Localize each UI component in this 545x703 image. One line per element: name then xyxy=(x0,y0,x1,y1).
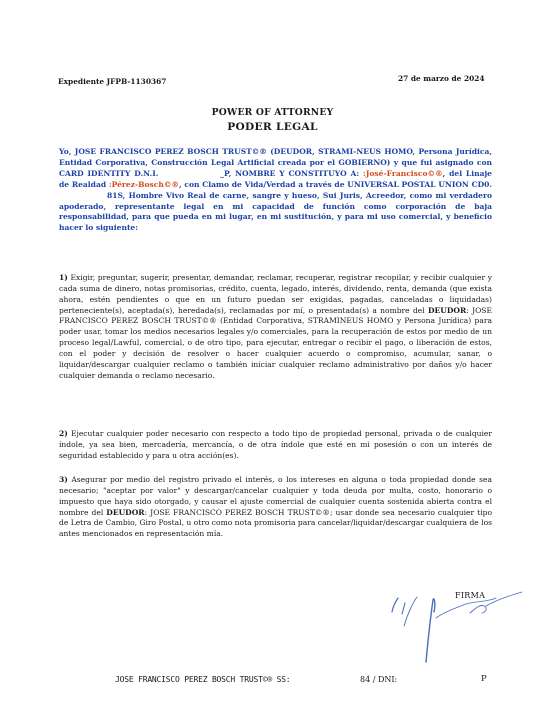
deudor-label: DEUDOR xyxy=(106,507,145,517)
document-date: 27 de marzo de 2024 xyxy=(398,74,485,83)
clause-text: Asegurar por medio del registro privado el interés, o los intereses en alguna o toda propiedad donde sea necesario; "aceptar por valor" y descargar/cancelar cualquier y toda deuda por multa, costo, honorario o impuesto que haya sido otorgado, y causar el ajuste comercial de cualquier cuenta sostenida abierta contra el nombre del xyxy=(59,475,492,517)
intro-text-6: , con Clamo de Vida/Verdad a través de UNIVERSAL POSTAL UNION CD0. xyxy=(178,179,493,189)
clause-text: Ejecutar cualquier poder necesario con respecto a todo tipo de propiedad personal, privada o de cualquier índole, ya sea bien, mercadería, mercancía, o de otra índole que esté en mi posesión o con un interés de seguridad establecido y para u otra acción(es). xyxy=(59,429,492,460)
intro-text-1: Yo, JOSE FRANCISCO PEREZ BOSCH TRUST©® (DEUDOR, STRAMI-NEUS HOMO, Persona Jurídica, Entidad Corporativa, Construcción Legal Artificial creada por el GOBIERNO) y que fui asignado con CARD IDENTITY D.N.I. xyxy=(59,147,492,178)
family-name: :Pérez-Bosch©® xyxy=(108,179,179,189)
footer-name: JOSE FRANCISCO PEREZ BOSCH TRUST©® SS: xyxy=(115,675,291,684)
intro-text-7: 81S, Hombre Vivo Real de carne, sangre y hueso, Sui Juris, Acreedor, como mi verdadero apoderado, representante legal en mi capacidad de función como corporación de baja responsabilidad, para que pueda en mi lugar, en mi sustitución, y para mi uso comercial, y beneficio hacer lo siguiente: xyxy=(59,190,492,233)
footer-dni: 84 / DNI: xyxy=(360,675,398,684)
title-english: POWER OF ATTORNEY xyxy=(211,107,334,118)
clause-number: 3) xyxy=(59,475,68,484)
given-name: :José-Francisco©® xyxy=(363,168,443,178)
clause-text: : JOSE FRANCISCO PEREZ BOSCH TRUST©®; usar donde sea necesario cualquier tipo de Letra de Cambio, Giro Postal, u otro como nota promisoria para cancelar/liquidar/descargar cualquiera de los antes mencionados en representación mía. xyxy=(59,507,492,539)
signature-label: FIRMA xyxy=(455,591,486,600)
footer-suffix: P xyxy=(481,673,487,683)
intro-text-4: , del Linaje de Realdad xyxy=(59,168,492,189)
clause-text: : JOSE FRANCISCO PEREZ BOSCH TRUST©® (Entidad Corporativa, STRAMINEUS HOMO y Persona Jurídica) para poder usar, tomar los medios necesarios legales y/o comerciales, para la recuperación de estos por medio de un proceso legal/Lawful, comercial, o de otro tipo, para ejecutar, entregar o recibir el pago, o liberación de estos, con el poder y decisión de resolver o hacer cualquier acuerdo o compromiso, acumular, sanar, o liquidar/descargar cualquier reclamo o también iniciar cualquier reclamo administrativo por daños y/o hacer cualquier demanda o reclamo necesario. xyxy=(59,305,492,380)
expediente-number: Expediente JFPB-1130367 xyxy=(58,77,167,86)
clause-text: Exigir, preguntar, sugerir, presentar, demandar, reclamar, recuperar, registrar recopilar, y recibir cualquier y cada suma de dinero, notas promisorias, crédito, cuenta, legado, interés, dividendo, renta, demanda (que exista ahora, estén pendientes o que en un futuro puedan ser exigidas, pagadas, canceladas o liquidadas) perteneciente(s), aceptada(s), heredada(s), reclamadas por mí, o presentada(s) a nombre del xyxy=(59,273,492,315)
intro-text-2: _P, NOMBRE Y CONSTITUYO A: xyxy=(220,168,360,178)
deudor-label: DEUDOR xyxy=(427,305,467,315)
clause-number: 1) xyxy=(59,273,68,282)
clause-number: 2) xyxy=(59,429,68,438)
title-spanish: PODER LEGAL xyxy=(227,121,318,133)
